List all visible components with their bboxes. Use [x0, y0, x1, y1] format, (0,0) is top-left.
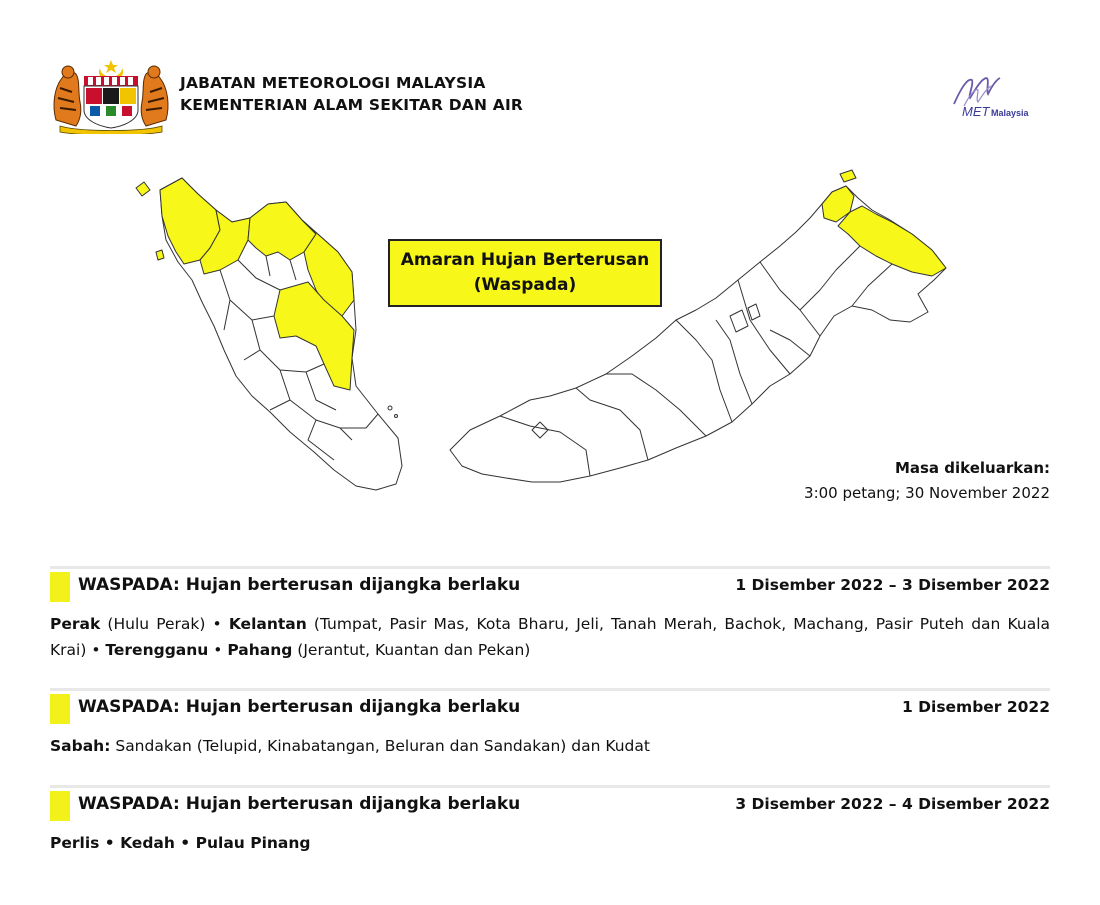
agency-line-1: JABATAN METEOROLOGI MALAYSIA: [180, 74, 486, 92]
met-logo-subtext: Malaysia: [991, 108, 1029, 118]
warning-title-box: [388, 239, 662, 307]
yellow-accent-bar: [50, 791, 70, 821]
area-state: Terengganu: [105, 641, 209, 659]
area-state: Sabah:: [50, 737, 111, 755]
section-divider: [50, 785, 1050, 788]
area-detail: (Jerantut, Kuantan dan Pekan): [292, 641, 531, 659]
warning-title-line-2: (Waspada): [473, 275, 577, 295]
warning-areas: [50, 830, 1050, 856]
warning-heading: WASPADA: Hujan berterusan dijangka berlaku: [78, 794, 521, 814]
borneo-malaysia: [450, 170, 946, 482]
yellow-accent-bar: [50, 572, 70, 602]
yellow-accent-bar: [50, 694, 70, 724]
area-detail: (Hulu Perak) •: [100, 615, 229, 633]
met-malaysia-logo-icon: [934, 66, 1046, 118]
agency-name: [180, 72, 523, 116]
warning-heading: WASPADA: Hujan berterusan dijangka berlaku: [78, 697, 521, 717]
area-state: Perlis • Kedah • Pulau Pinang: [50, 834, 311, 852]
section-divider: [50, 566, 1050, 569]
area-state: Perak: [50, 615, 101, 633]
area-state: Kelantan: [228, 615, 307, 633]
area-detail: (Tumpat, Pasir Mas, Kota Bharu, Jeli, Tanah Merah, Bachok, Machang, Pasir Puteh dan Kuala Krai) •: [50, 615, 1051, 659]
header: [50, 58, 1050, 138]
warning-dates: 1 Disember 2022 – 3 Disember 2022: [735, 576, 1050, 594]
section-divider: [50, 688, 1050, 691]
langkawi-island: [136, 182, 150, 196]
coat-of-arms-icon: [50, 58, 172, 134]
area-detail: Sandakan (Telupid, Kinabatangan, Beluran dan Sandakan) dan Kudat: [110, 737, 650, 755]
issued-time: [804, 456, 1050, 506]
penang-island: [156, 250, 164, 260]
issued-label: Masa dikeluarkan:: [894, 459, 1050, 477]
warning-title-line-1: Amaran Hujan Berterusan: [400, 250, 650, 270]
warning-dates: 1 Disember 2022: [901, 698, 1050, 716]
agency-line-2: KEMENTERIAN ALAM SEKITAR DAN AIR: [180, 96, 524, 114]
peninsular-malaysia: [136, 178, 402, 490]
warning-areas: [50, 611, 1050, 663]
warning-areas: [50, 733, 1050, 759]
banggi-island: [840, 170, 856, 182]
met-logo-text: MET: [962, 104, 990, 118]
issued-value: 3:00 petang; 30 November 2022: [804, 484, 1050, 502]
area-detail: •: [208, 641, 228, 659]
warning-heading: WASPADA: Hujan berterusan dijangka berlaku: [78, 575, 521, 595]
area-state: Pahang: [227, 641, 293, 659]
warning-dates: 3 Disember 2022 – 4 Disember 2022: [735, 795, 1050, 813]
